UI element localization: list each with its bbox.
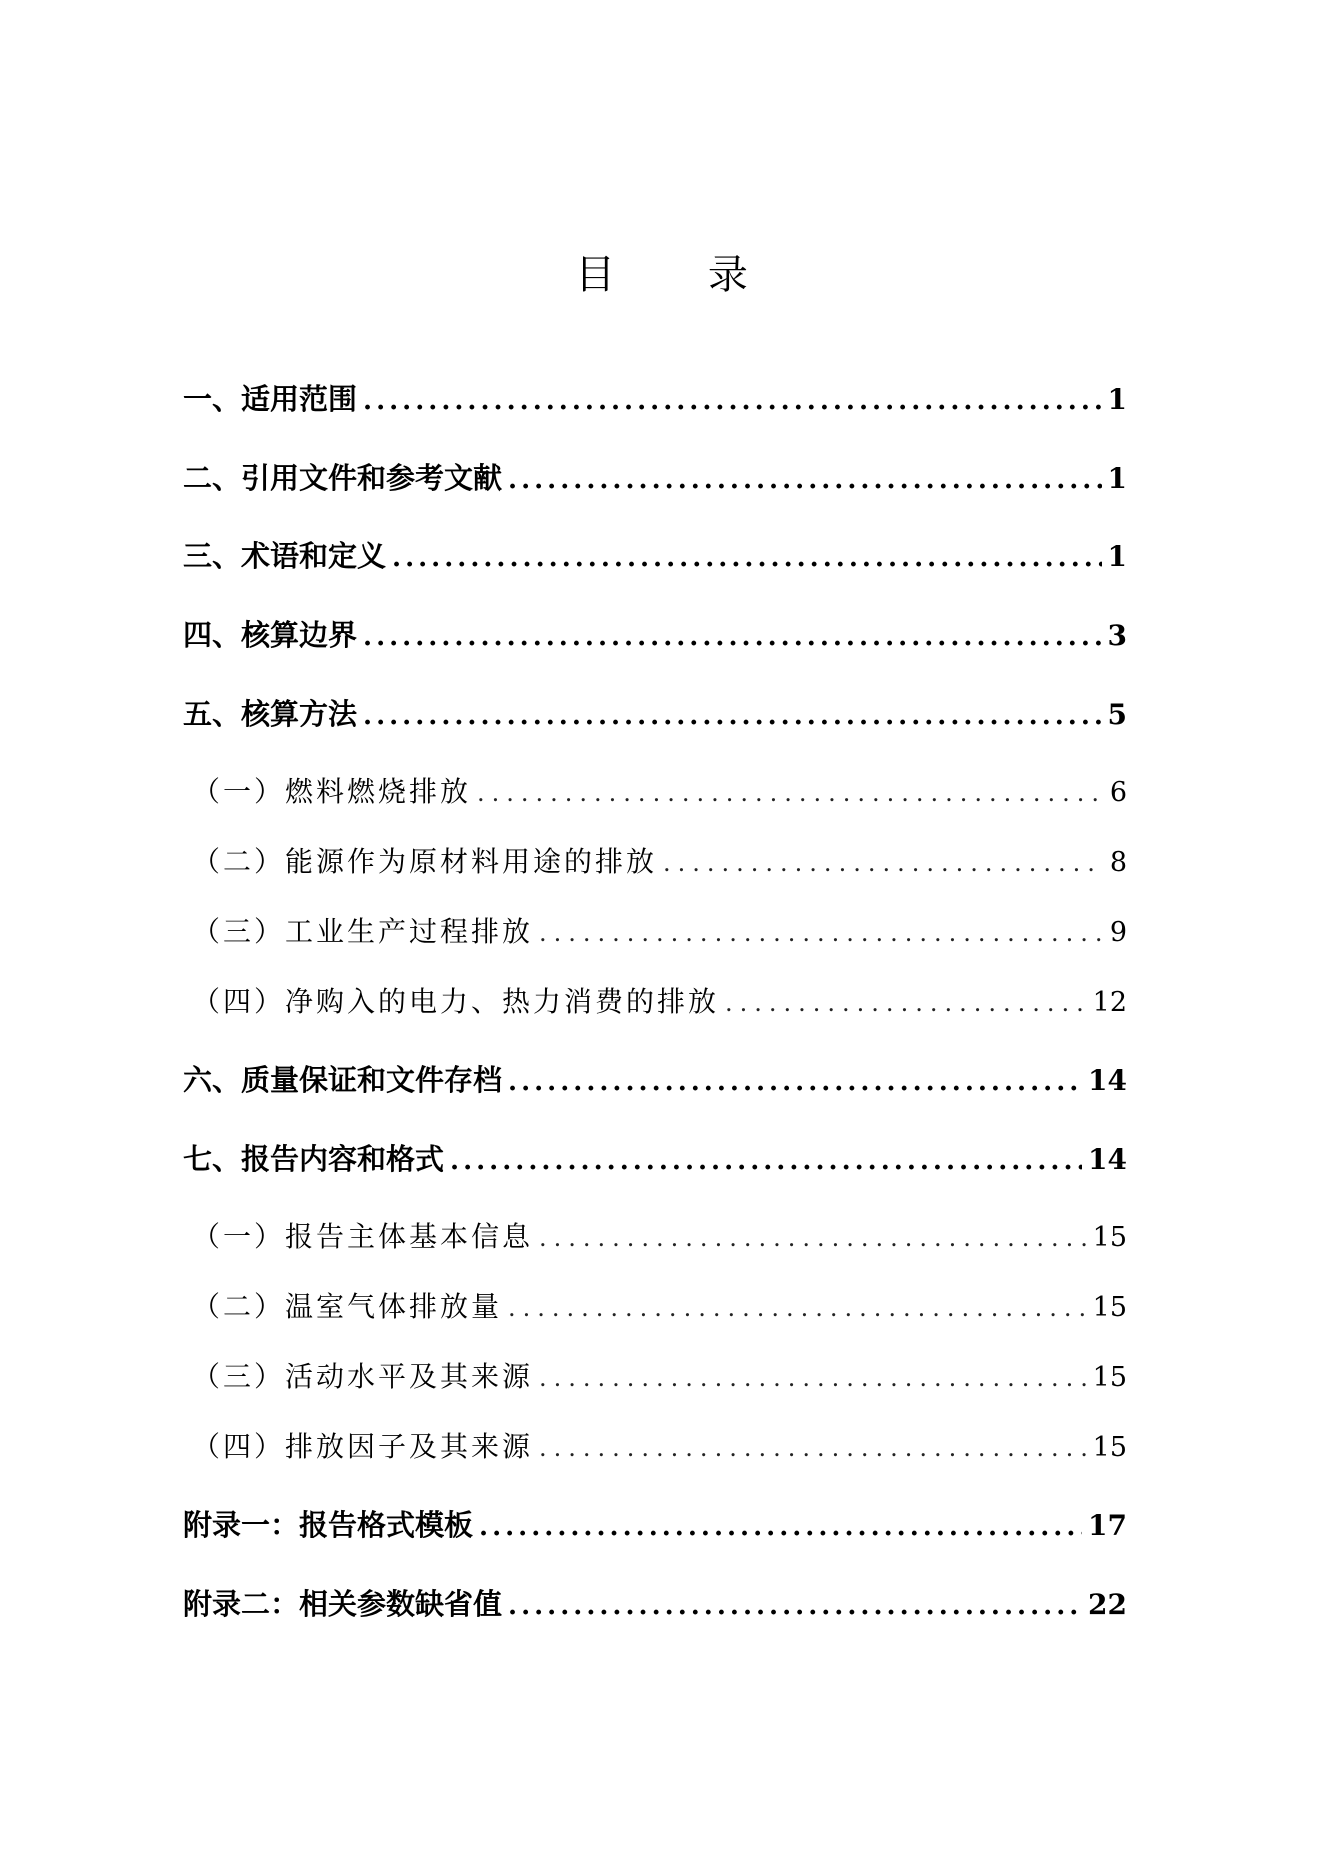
toc-entry[interactable] bbox=[183, 1502, 1127, 1548]
toc-entry[interactable] bbox=[183, 455, 1127, 501]
toc-entry-label: （二）能源作为原材料用途的排放 bbox=[192, 845, 658, 878]
toc-entry[interactable] bbox=[183, 376, 1127, 422]
toc-entry-label: 六、质量保证和文件存档 bbox=[183, 1063, 503, 1097]
dot-leader bbox=[663, 840, 1104, 886]
dot-leader bbox=[508, 457, 1102, 503]
toc-entry-page: 8 bbox=[1109, 847, 1127, 878]
dot-leader bbox=[363, 614, 1102, 660]
toc-entry-label: （二）温室气体排放量 bbox=[192, 1290, 503, 1323]
toc-entry[interactable] bbox=[183, 612, 1127, 658]
toc-entry-label: 五、核算方法 bbox=[183, 697, 358, 731]
toc-entry-page: 12 bbox=[1092, 987, 1127, 1018]
toc-entry[interactable] bbox=[192, 979, 1127, 1025]
toc-entry-label: 七、报告内容和格式 bbox=[183, 1142, 445, 1176]
toc-entry-label: 二、引用文件和参考文献 bbox=[183, 461, 503, 495]
page-title: 目 录 bbox=[575, 252, 788, 298]
dot-leader bbox=[539, 1355, 1087, 1401]
toc-entry[interactable] bbox=[183, 691, 1127, 737]
dot-leader bbox=[477, 770, 1104, 816]
toc-entry-page: 9 bbox=[1109, 917, 1127, 948]
dot-leader bbox=[539, 910, 1104, 956]
toc-entry-label: 四、核算边界 bbox=[183, 618, 358, 652]
toc-entry-label: （三）工业生产过程排放 bbox=[192, 915, 534, 948]
toc-entry[interactable] bbox=[192, 769, 1127, 815]
dot-leader bbox=[725, 980, 1087, 1026]
dot-leader bbox=[539, 1215, 1087, 1261]
toc-entry-page: 5 bbox=[1107, 698, 1127, 731]
toc-entry[interactable] bbox=[192, 839, 1127, 885]
toc-entry-page: 15 bbox=[1092, 1222, 1127, 1253]
toc-entry-page: 1 bbox=[1107, 462, 1127, 495]
toc-entry-page: 14 bbox=[1088, 1143, 1127, 1176]
toc-entry-label: 三、术语和定义 bbox=[183, 539, 387, 573]
toc-entry[interactable] bbox=[192, 1354, 1127, 1400]
toc-entry-page: 22 bbox=[1088, 1588, 1127, 1621]
toc-entry-page: 1 bbox=[1107, 540, 1127, 573]
toc-entry-page: 6 bbox=[1109, 777, 1127, 808]
dot-leader bbox=[363, 378, 1102, 424]
toc-entry[interactable] bbox=[183, 1581, 1127, 1627]
toc-entry-label: 附录一：报告格式模板 bbox=[183, 1508, 474, 1542]
toc-entry-page: 15 bbox=[1092, 1432, 1127, 1463]
toc-entry-page: 14 bbox=[1088, 1064, 1127, 1097]
toc-entry[interactable] bbox=[192, 1214, 1127, 1260]
toc-entry-label: 附录二：相关参数缺省值 bbox=[183, 1587, 503, 1621]
toc-entry[interactable] bbox=[192, 1284, 1127, 1330]
toc-entry-label: （四）净购入的电力、热力消费的排放 bbox=[192, 985, 720, 1018]
toc-entry[interactable] bbox=[183, 1136, 1127, 1182]
dot-leader bbox=[539, 1425, 1087, 1471]
toc-entry[interactable] bbox=[183, 1057, 1127, 1103]
dot-leader bbox=[392, 535, 1102, 581]
dot-leader bbox=[363, 693, 1102, 739]
dot-leader bbox=[508, 1285, 1087, 1331]
dot-leader bbox=[450, 1138, 1082, 1184]
toc-entry-page: 15 bbox=[1092, 1362, 1127, 1393]
toc-entry-label: （一）报告主体基本信息 bbox=[192, 1220, 534, 1253]
toc-entry-page: 3 bbox=[1107, 619, 1127, 652]
toc-entry-page: 1 bbox=[1107, 383, 1127, 416]
toc-entry-page: 17 bbox=[1088, 1509, 1127, 1542]
toc-entry-page: 15 bbox=[1092, 1292, 1127, 1323]
toc-entry[interactable] bbox=[192, 1424, 1127, 1470]
toc-entry-label: （一）燃料燃烧排放 bbox=[192, 775, 472, 808]
dot-leader bbox=[508, 1583, 1082, 1629]
toc-entry-label: 一、适用范围 bbox=[183, 382, 358, 416]
toc-entry[interactable] bbox=[183, 533, 1127, 579]
toc-entry-label: （三）活动水平及其来源 bbox=[192, 1360, 534, 1393]
toc-entry-label: （四）排放因子及其来源 bbox=[192, 1430, 534, 1463]
dot-leader bbox=[479, 1504, 1082, 1550]
dot-leader bbox=[508, 1059, 1082, 1105]
toc-entry[interactable] bbox=[192, 909, 1127, 955]
